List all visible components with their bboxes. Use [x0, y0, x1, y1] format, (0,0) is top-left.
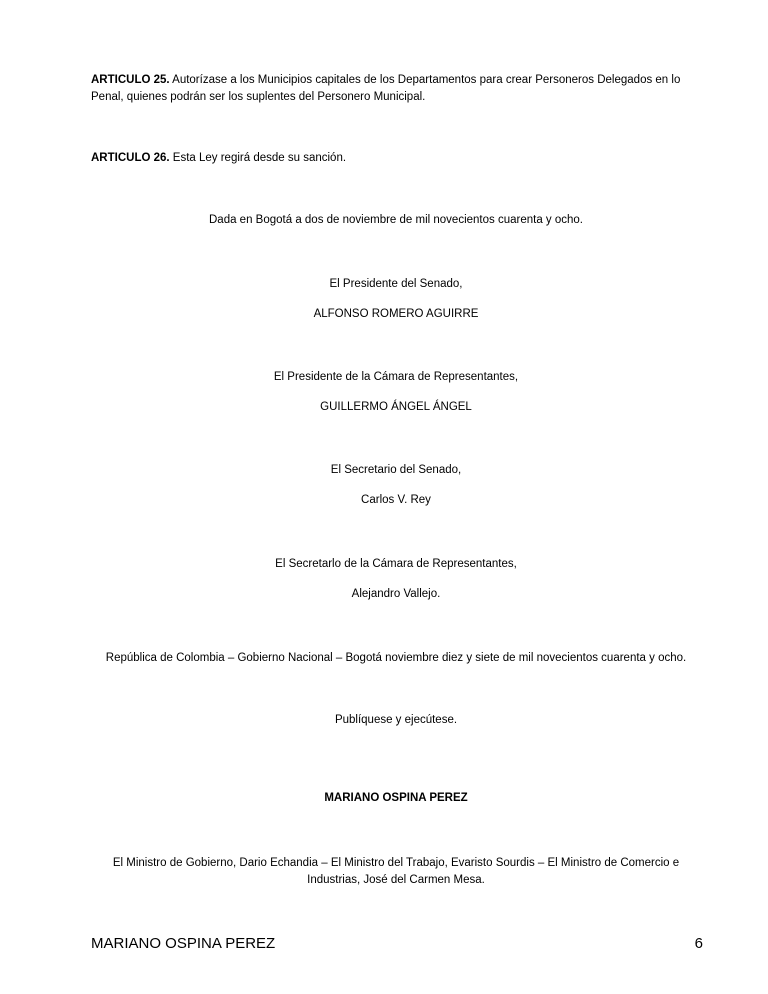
senate-secretary-role: El Secretario del Senado,: [330, 464, 462, 476]
ministers-line: El Ministro de Gobierno, Dario Echandia – El Ministro del Trabajo, Evaristo Sourdis – El Ministro de Comercio e Industrias, José del Carmen Mesa.: [112, 857, 680, 886]
chamber-president-role: El Presidente de la Cámara de Representantes,: [273, 371, 519, 383]
chamber-secretary-role: El Secretarlo de la Cámara de Representantes,: [275, 558, 517, 570]
article-25-number: ARTICULO 25.: [91, 74, 170, 86]
senate-secretary-name: Carlos V. Rey: [361, 494, 431, 506]
president-signature-name: MARIANO OSPINA PEREZ: [324, 792, 468, 804]
article-26: [91, 150, 703, 167]
article-26-text: Esta Ley regirá desde su sanción.: [169, 152, 347, 164]
chamber-president-name: GUILLERMO ÁNGEL ÁNGEL: [320, 401, 472, 413]
senate-president-name: ALFONSO ROMERO AGUIRRE: [313, 308, 479, 320]
article-26-number: ARTICULO 26.: [91, 152, 170, 164]
article-25-text: Autorízase a los Municipios capitales de los Departamentos para crear Personeros Delegados en lo Penal, quienes podrán ser los suplentes del Personero Municipal.: [91, 74, 681, 103]
given-date-line: Dada en Bogotá a dos de noviembre de mil novecientos cuarenta y ocho.: [209, 214, 583, 226]
republic-line: República de Colombia – Gobierno Nacional – Bogotá noviembre diez y siete de mil novecientos cuarenta y ocho.: [105, 652, 687, 664]
publish-line: Publíquese y ejecútese.: [334, 714, 458, 726]
senate-president-role: El Presidente del Senado,: [329, 278, 463, 290]
article-25: [91, 72, 703, 106]
footer-name: MARIANO OSPINA PEREZ: [91, 935, 276, 952]
page-footer: [91, 934, 703, 954]
chamber-secretary-name: Alejandro Vallejo.: [351, 588, 441, 600]
page-number: 6: [694, 935, 703, 952]
